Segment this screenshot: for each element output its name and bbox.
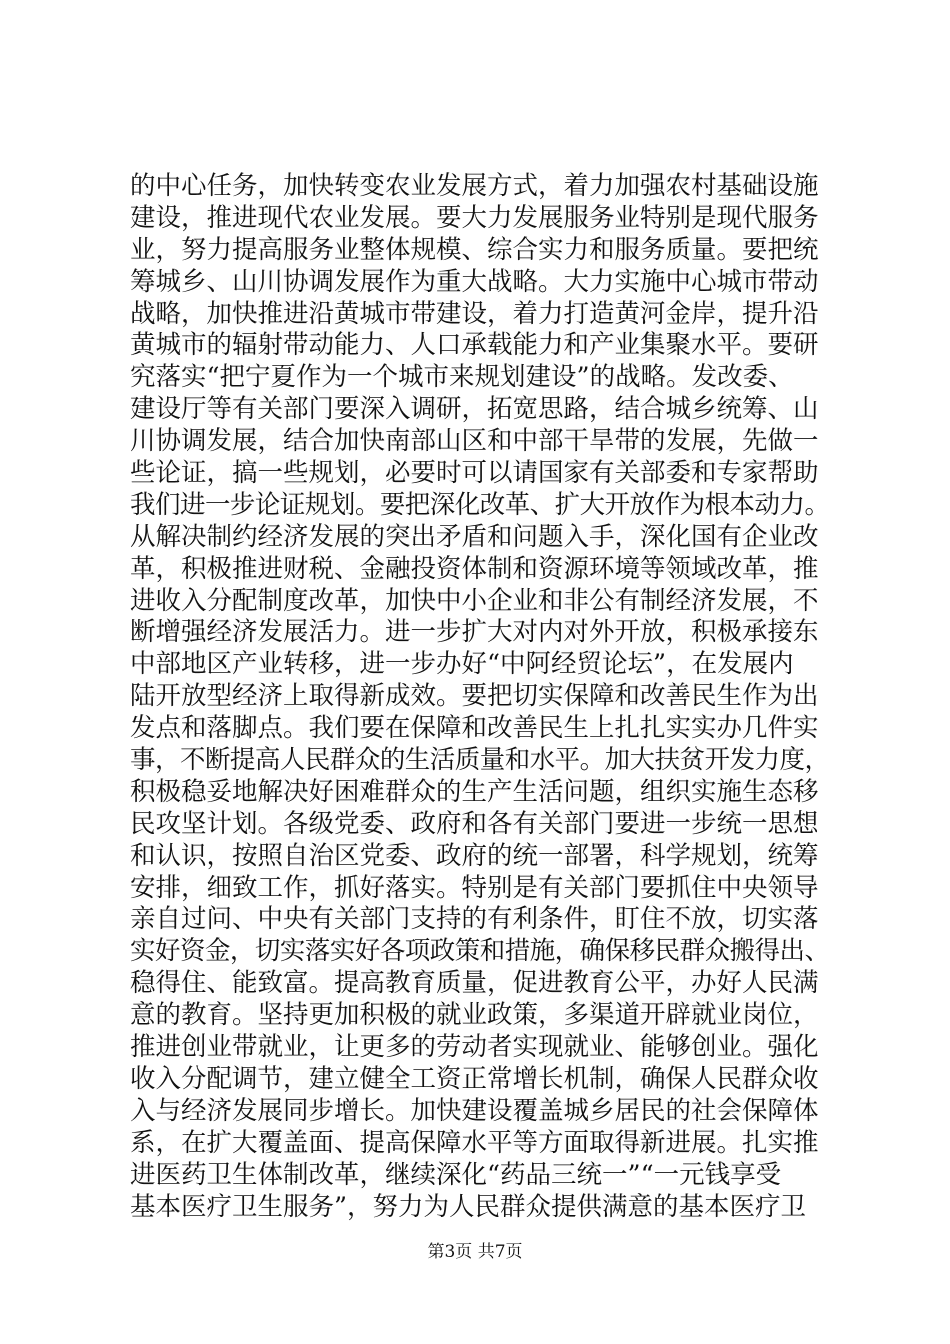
page-number-footer: 第3页 共7页 [427, 1242, 523, 1262]
text-line: 积极稳妥地解决好困难群众的生产生活问题，组织实施生态移 [130, 776, 819, 807]
text-line: 筹城乡、山川协调发展作为重大战略。大力实施中心城市带动 [130, 266, 819, 297]
text-line: 系，在扩大覆盖面、提高保障水平等方面取得新进展。扎实推 [130, 1127, 819, 1158]
text-line: 究落实“把宁夏作为一个城市来规划建设”的战略。发改委、 [130, 362, 794, 393]
text-line: 些论证，搞一些规划，必要时可以请国家有关部委和专家帮助 [130, 458, 819, 489]
text-line: 建设，推进现代农业发展。要大力发展服务业特别是现代服务 [130, 202, 819, 233]
text-line: 收入分配调节，建立健全工资正常增长机制，确保人民群众收 [130, 1063, 819, 1094]
text-line: 的中心任务，加快转变农业发展方式，着力加强农村基础设施 [130, 171, 819, 201]
text-line: 事，不断提高人民群众的生活质量和水平。加大扶贫开发力度， [130, 745, 830, 776]
body-text [130, 171, 830, 1223]
text-line: 和认识，按照自治区党委、政府的统一部署，科学规划，统筹 [130, 840, 819, 871]
text-line: 建设厅等有关部门要深入调研，拓宽思路，结合城乡统筹、山 [130, 394, 819, 425]
text-line: 川协调发展，结合加快南部山区和中部干旱带的发展，先做一 [130, 426, 819, 457]
text-line: 稳得住、能致富。提高教育质量，促进教育公平，办好人民满 [130, 968, 819, 999]
text-line: 发点和落脚点。我们要在保障和改善民生上扎扎实实办几件实 [130, 713, 819, 744]
text-line: 进收入分配制度改革，加快中小企业和非公有制经济发展，不 [130, 585, 819, 616]
text-line: 战略，加快推进沿黄城市带建设，着力打造黄河金岸，提升沿 [130, 298, 819, 329]
text-line: 意的教育。坚持更加积极的就业政策，多渠道开辟就业岗位， [130, 1000, 819, 1031]
text-line: 革，积极推进财税、金融投资体制和资源环境等领域改革，推 [130, 553, 819, 584]
text-line: 亲自过问、中央有关部门支持的有利条件，盯住不放，切实落 [130, 904, 819, 935]
text-line: 陆开放型经济上取得新成效。要把切实保障和改善民生作为出 [130, 681, 819, 712]
text-line: 入与经济发展同步增长。加快建设覆盖城乡居民的社会保障体 [130, 1095, 819, 1126]
text-line: 民攻坚计划。各级党委、政府和各有关部门要进一步统一思想 [130, 808, 819, 839]
text-line: 黄城市的辐射带动能力、人口承载能力和产业集聚水平。要研 [130, 330, 819, 361]
text-line: 安排，细致工作，抓好落实。特别是有关部门要抓住中央领导 [130, 872, 819, 903]
text-line: 推进创业带就业，让更多的劳动者实现就业、能够创业。强化 [130, 1032, 819, 1063]
text-line: 我们进一步论证规划。要把深化改革、扩大开放作为根本动力。 [130, 489, 830, 520]
text-line: 中部地区产业转移，进一步办好“中阿经贸论坛”，在发展内 [130, 649, 794, 680]
text-line: 基本医疗卫生服务”，努力为人民群众提供满意的基本医疗卫 [130, 1191, 807, 1222]
text-line: 业，努力提高服务业整体规模、综合实力和服务质量。要把统 [130, 234, 819, 265]
text-line: 实好资金，切实落实好各项政策和措施，确保移民群众搬得出、 [130, 936, 830, 967]
text-line: 进医药卫生体制改革，继续深化“药品三统一”“一元钱享受 [130, 1159, 782, 1190]
text-line: 从解决制约经济发展的突出矛盾和问题入手，深化国有企业改 [130, 521, 819, 552]
text-line: 断增强经济发展活力。进一步扩大对内对外开放，积极承接东 [130, 617, 819, 648]
